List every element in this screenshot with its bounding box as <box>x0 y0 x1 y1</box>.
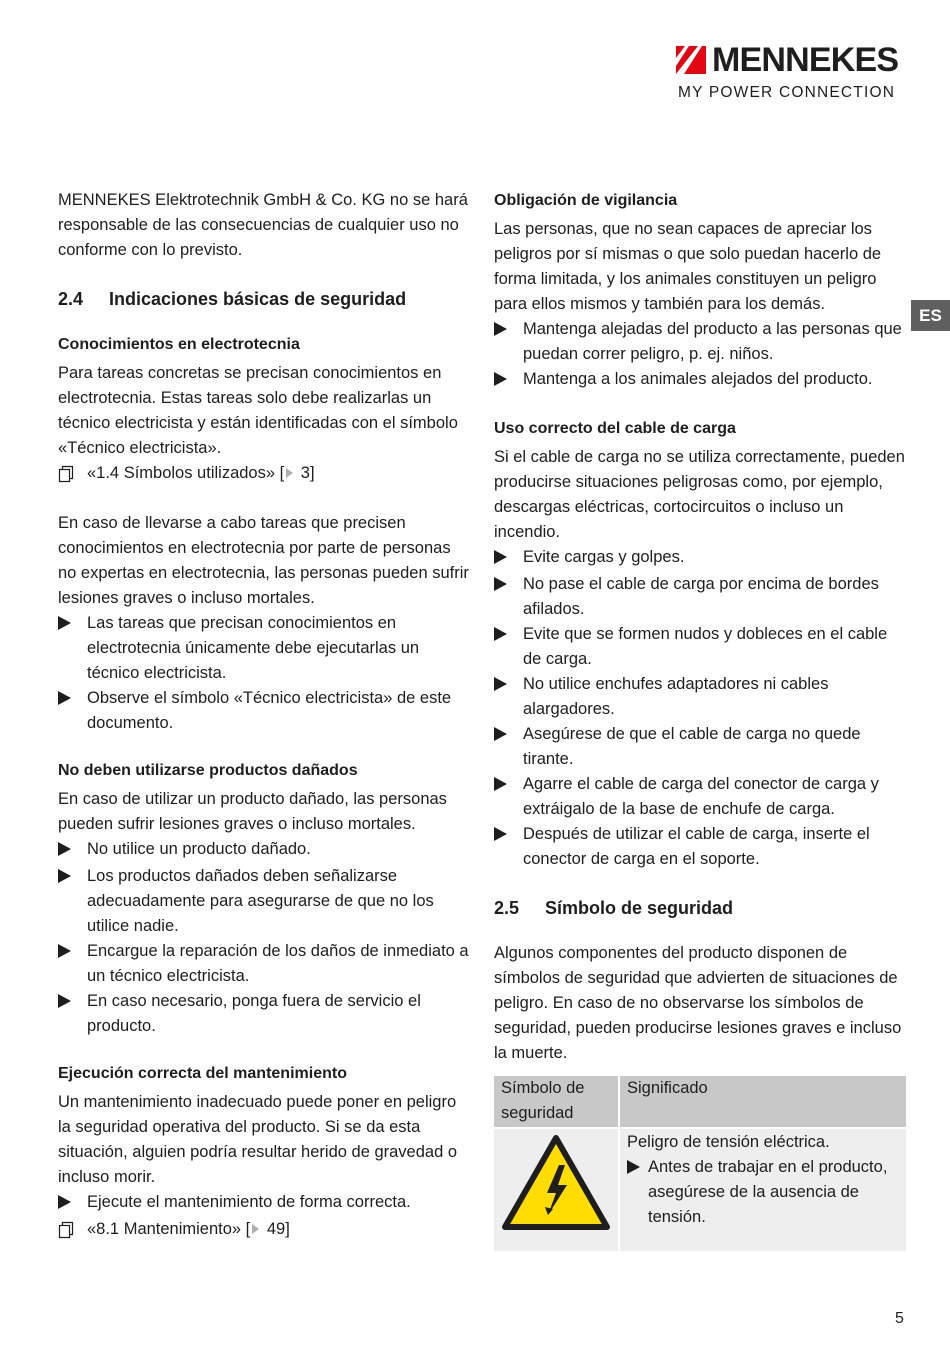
list-item: Evite cargas y golpes. <box>494 545 906 572</box>
reference-text: «8.1 Mantenimiento» [ <box>87 1220 251 1238</box>
maintenance-heading: Ejecución correcta del mantenimiento <box>58 1065 347 1082</box>
list-item: No utilice un producto dañado. <box>58 837 470 864</box>
reference-maintenance <box>58 1217 470 1247</box>
charging-cable-paragraph: Si el cable de carga no se utiliza correctamente, pueden producirse situaciones peligrosas como, por ejemplo, descargas eléctricas, cortocircuitos o incluso un incendio. <box>494 448 905 541</box>
table-header-row <box>494 1076 906 1128</box>
maintenance-paragraph: Un mantenimiento inadecuado puede poner en peligro la seguridad operativa del producto. Si se da esta situación, alguien podría resultar herido de gravedad o incluso morir. <box>58 1093 458 1186</box>
supervision-heading: Obligación de vigilancia <box>494 192 678 209</box>
section-number: 2.5 <box>494 898 520 918</box>
bullet-arrow-icon <box>494 372 507 386</box>
reference-text: «1.4 Símbolos utilizados» [ <box>87 464 285 482</box>
bullet-arrow-icon <box>58 869 71 883</box>
bullet-arrow-icon <box>494 550 507 564</box>
bullet-arrow-icon <box>58 842 71 856</box>
page-arrow-icon <box>286 468 293 478</box>
section-number: 2.4 <box>58 289 84 309</box>
section-2-4-heading <box>58 287 470 312</box>
list-item: Los productos dañados deben señalizarse adecuadamente para asegurarse de que no los utilice nadie. <box>58 864 470 939</box>
intro-paragraph: MENNEKES Elektrotechnik GmbH & Co. KG no se hará responsable de las consecuencias de cualquier uso no conforme con lo previsto. <box>58 191 468 259</box>
bullet-arrow-icon <box>494 677 507 691</box>
bullet-arrow-icon <box>627 1160 640 1174</box>
column-header-meaning: Significado <box>619 1076 906 1128</box>
brand-tagline: MY POWER CONNECTION <box>678 84 896 101</box>
list-item: Evite que se formen nudos y dobleces en el cable de carga. <box>494 622 906 672</box>
mennekes-logo-mark-icon <box>676 46 706 74</box>
damaged-products-heading: No deben utilizarse productos dañados <box>58 762 358 779</box>
bullet-arrow-icon <box>58 1195 71 1209</box>
table-row <box>494 1128 906 1251</box>
brand-name: MENNEKES <box>712 41 899 79</box>
list-item: Después de utilizar el cable de carga, inserte el conector de carga en el soporte. <box>494 822 906 872</box>
bullet-arrow-icon <box>494 577 507 591</box>
reference-page: 49] <box>262 1220 290 1238</box>
bullet-arrow-icon <box>494 627 507 641</box>
charging-cable-heading: Uso correcto del cable de carga <box>494 420 736 437</box>
section-title: Símbolo de seguridad <box>545 898 734 918</box>
list-item: Asegúrese de que el cable de carga no quede tirante. <box>494 722 906 772</box>
list-item: Las tareas que precisan conocimientos en electrotecnia únicamente debe ejecutarlas un técnico electricista. <box>58 611 470 686</box>
list-item: Mantenga a los animales alejados del producto. <box>494 367 906 394</box>
page-number: 5 <box>895 1310 904 1327</box>
section-2-5-heading <box>494 896 906 921</box>
supervision-paragraph: Las personas, que no sean capaces de apreciar los peligros por sí mismas o que solo puedan hacerlo de forma limitada, y los animales constituyen un peligro para ellos mismos y también para los demás. <box>494 220 882 313</box>
column-header-symbol: Símbolo de seguridad <box>494 1076 619 1128</box>
list-item: Agarre el cable de carga del conector de carga y extráigalo de la base de enchufe de carga. <box>494 772 906 822</box>
right-column <box>494 188 906 1251</box>
non-expert-paragraph: En caso de llevarse a cabo tareas que precisen conocimientos en electrotecnia por parte de personas no expertas en electrotecnia, las personas pueden sufrir lesiones graves o incluso mortales. <box>58 514 469 607</box>
section-title: Indicaciones básicas de seguridad <box>109 289 407 309</box>
left-column <box>58 188 470 1247</box>
list-item: Antes de trabajar en el producto, asegúrese de la ausencia de tensión. <box>627 1155 899 1230</box>
list-item: Encargue la reparación de los daños de inmediato a un técnico electricista. <box>58 939 470 989</box>
bullet-arrow-icon <box>58 616 71 630</box>
symbol-cell <box>494 1128 619 1251</box>
page-arrow-icon <box>252 1224 259 1234</box>
bullet-arrow-icon <box>494 727 507 741</box>
safety-symbol-paragraph: Algunos componentes del producto disponen de símbolos de seguridad que advierten de situaciones de peligro. En caso de no observarse los símbolos de seguridad, pueden producirse lesiones graves e incluso la muerte. <box>494 944 902 1062</box>
bullet-arrow-icon <box>494 827 507 841</box>
reference-page: 3] <box>296 464 315 482</box>
document-reference-icon <box>58 1221 74 1239</box>
damaged-products-paragraph: En caso de utilizar un producto dañado, las personas pueden sufrir lesiones graves o incluso mortales. <box>58 790 447 833</box>
list-item: Mantenga alejadas del producto a las personas que puedan correr peligro, p. ej. niños. <box>494 317 906 367</box>
document-reference-icon <box>58 465 74 483</box>
electrical-knowledge-heading: Conocimientos en electrotecnia <box>58 336 300 353</box>
list-item: En caso necesario, ponga fuera de servicio el producto. <box>58 989 470 1039</box>
meaning-cell <box>619 1128 906 1251</box>
electrical-hazard-warning-icon <box>501 1135 611 1231</box>
mennekes-logo <box>676 42 916 104</box>
list-item: Ejecute el mantenimiento de forma correcta. <box>58 1190 470 1217</box>
bullet-arrow-icon <box>58 944 71 958</box>
language-tab: ES <box>911 300 950 331</box>
bullet-arrow-icon <box>494 777 507 791</box>
bullet-arrow-icon <box>58 691 71 705</box>
list-item: No utilice enchufes adaptadores ni cables alargadores. <box>494 672 906 722</box>
electrical-knowledge-paragraph: Para tareas concretas se precisan conocimientos en electrotecnia. Estas tareas solo debe realizarlas un técnico electricista y están identificadas con el símbolo «Técnico electricista». <box>58 364 458 457</box>
bullet-arrow-icon <box>58 994 71 1008</box>
reference-symbols <box>58 461 470 491</box>
hazard-description: Peligro de tensión eléctrica. <box>627 1133 830 1151</box>
list-item: No pase el cable de carga por encima de bordes afilados. <box>494 572 906 622</box>
list-item: Observe el símbolo «Técnico electricista» de este documento. <box>58 686 470 736</box>
safety-symbol-table <box>494 1076 906 1251</box>
bullet-arrow-icon <box>494 322 507 336</box>
